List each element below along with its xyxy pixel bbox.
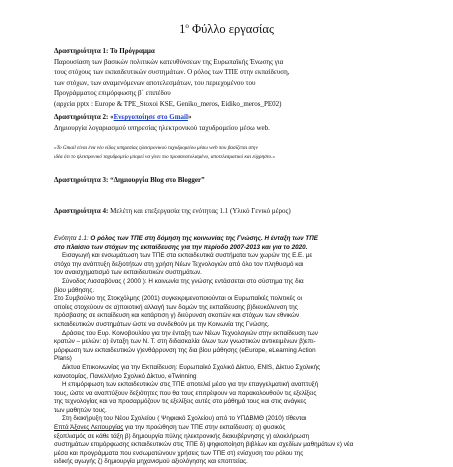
section-paragraph-line: οποίες στοχεύουν σε α)ποιοτική αλλαγή των δομών της εκπαίδευσης β)διευκόλυνση της — [54, 303, 298, 311]
section-paragraph-line: μόρφωση των εκπαιδευτικών γ)ενθάρρυνση της δια βίου μάθησης (eEurope, eLearning Action — [54, 346, 316, 354]
activity-1 — [54, 46, 414, 109]
section-paragraph-line: των μαθητών τους. — [54, 406, 107, 414]
title-number: 1 — [179, 22, 186, 37]
section-paragraph-line: βίου μάθησης. — [54, 286, 95, 294]
gmail-link[interactable]: Ενεργοποίησε στο Gmail — [113, 113, 188, 121]
section-paragraph-line: Εισαγωγή και ενσωμάτωση των ΤΠΕ στα εκπαιδευτικά συστήματα των χωρών της Ε.Ε. με — [62, 252, 313, 260]
activity-4-heading-bold: Δραστηριότητα 4: — [54, 207, 109, 215]
section-paragraph-line: συστημάτων επιμόρφωσης εκπαιδευτικών στις ΤΠΕ δ) ψηφιοποίηση βιβλίων και σχεδίων μαθημάτων ε) νέα — [54, 441, 354, 449]
activity-2 — [54, 112, 414, 133]
page-title — [0, 22, 453, 37]
section-1-1 — [54, 235, 416, 467]
section-paragraph-line: κρατών – μελών: α) ένταξη των Ν. Τ. στη διδασκαλία όλων των γνωστικών αντικειμένων β)επι- — [54, 338, 316, 346]
section-paragraph-line: Plans) — [54, 355, 72, 363]
section-paragraph-line: μέσα και προγράμματα που ενσωματώνουν χρήσεις των ΤΠΕ στ) ενίσχυση του ρόλου της — [54, 449, 304, 457]
activity-4-heading — [54, 206, 414, 217]
activity-1-line: τους στόχους των εκπαιδευτικών συστημάτων. Ο ρόλος των ΤΠΕ στην εκπαίδευση, — [54, 68, 290, 76]
section-paragraph-line: καινοτομίας, Πανελλήνιο Σχολικό Δίκτυο, eTwinning — [54, 372, 197, 380]
activity-2-heading-suffix: » — [187, 113, 192, 121]
section-paragraph-line: Σύνοδος Λισσαβόνας ( 2000 ): Η κοινωνία της γνώσης εντάσσεται στο σύστημα της δια — [62, 277, 304, 285]
section-paragraph-line: Στο Συμβούλιο της Στοκχόλμης (2001) συγκεκριμενοποιούνται οι Ευρωπαϊκές πολιτικές οι — [54, 295, 302, 303]
activity-2-line: Δημιουργία λογαριασμού υπηρεσίας ηλεκτρονικού ταχυδρομείου μέσω web. — [54, 123, 270, 132]
section-title-line-2: στο πλαίσιο των στόχων της εκπαίδευσης για την περίοδο 2007-2013 και για το 2020. — [54, 243, 308, 251]
section-title — [54, 235, 416, 244]
activity-1-line: (αρχεία pptx : Europe & TPE_Stoxoi KSE, Geniko_meros, Eidiko_meros_PE02) — [54, 99, 282, 108]
section-paragraph-line: ειδικής αγωγής ζ) δημιουργία μηχανισμού αξιολόγησης και εποπτείας. — [54, 458, 248, 466]
seven-axes-link[interactable]: Επτά Άξονες Λειτουργίας — [54, 424, 124, 432]
section-paragraph-line: πρόσβασης σε εκπαίδευση και κατάρτιση γ) διεύρυνση σκοπών και στόχων των εθνικών — [54, 312, 300, 320]
section-paragraph-span: για την προώθηση των ΤΠΕ στην εκπαίδευση: α) φυσικός — [123, 424, 286, 432]
title-text: Φύλλο εργασίας — [191, 22, 274, 37]
section-paragraph-line: Δίκτυα Επικοινωνίας για την Εκπαίδευση: Ευρωπαϊκό Σχολικό Δίκτυο, ENIS, Δίκτυο Σχολικής — [62, 363, 321, 371]
section-paragraph-line: Δράσεις του Ευρ. Κοινοβουλίου για την ένταξη των Νέων Τεχνολογιών στην εκπαίδευση των — [62, 329, 318, 337]
title-superscript: ο — [185, 22, 189, 30]
activity-1-heading: Δραστηριότητα 1: Το Πρόγραμμα — [54, 47, 155, 55]
gmail-quote — [54, 144, 434, 162]
activity-1-line: των στόχων, των αναμενόμενων αποτελεσμάτων, του περιεχομένου του — [54, 78, 256, 87]
section-title-text: Ο ρόλος των ΤΠΕ στη δόμηση της κοινωνίας της Γνώσης. Η ένταξη των ΤΠΕ — [88, 235, 318, 242]
activity-2-heading-prefix: Δραστηριότητα 2: « — [54, 113, 114, 121]
gmail-quote-line: «Το Gmail είναι ένα νέο είδος υπηρεσίας ηλεκτρονικού ταχυδρομείου μέσω web που βασίζεται στην — [54, 145, 258, 151]
section-paragraph-line: εκπαιδευτικών συστημάτων ώστε να συνδεθούν με την Κοινωνία της Γνώσης. — [54, 320, 270, 328]
activity-3-heading: Δραστηριότητα 3: “Δημιουργία Blog στο Blogger” — [54, 176, 205, 184]
activity-1-line: Παρουσίαση των βασικών πολιτικών κατευθύνσεων της Ευρωπαϊκής Ένωσης για — [54, 57, 284, 66]
activity-4-heading-rest: Μελέτη και επεξεργασία της ενότητας 1.1 (Υλικό Γενικό μέρος) — [108, 207, 291, 215]
activity-2-heading — [54, 112, 414, 123]
section-paragraph-line: Στη διακήρυξη του Νέου Σχολείου ( Ψηφιακό Σχολείου) από το ΥΠΔΒΜΘ (2010) τίθενται — [62, 415, 307, 423]
section-paragraph-line: Η επιμόρφωση των εκπαιδευτικών στις ΤΠΕ αποτελεί μέσο για την επαγγελματική αναπτυξή — [62, 381, 319, 389]
section-paragraph-line: της τεχνολογίας και να προσαρμόζουν τις εξελίξεις αυτές στο μάθημά τους και στις ανάγκες — [54, 398, 307, 406]
gmail-quote-line: ιδέα ότι το ηλεκτρονικό ταχυδρομείο μπορεί να γίνει πιο προσανατολισμένο, αποτελεσματικό και εύχρηστο.» — [54, 154, 275, 160]
section-number: Ενότητα 1.1: — [54, 235, 89, 242]
section-paragraph-line — [54, 424, 416, 433]
section-paragraph-line: εξοπλισμός σε κάθε τάξη β) δημιουργία πύλης ηλεκτρονικής διακυβέρνησης γ) αλοκλήρωση — [54, 432, 310, 440]
section-paragraph-line: τον αναισχηματισμό των εκπαιδευτικών συστημάτων. — [54, 269, 202, 277]
activity-1-line: Προγράμματος επιμόρφωσης β΄ επιπέδου — [54, 89, 171, 97]
section-paragraph-line: τους, ώστε να αναπτύξουν δεξιότητες που θα τους επιτρέψουν να παρακολουθούν τις εξελίξεις — [54, 389, 317, 397]
section-paragraph-line: στόχο την ανάπτυξη δεξιοτήτων στη χρήση Νέων Τεχνολογιών από όλο τον πληθυσμό και — [54, 260, 304, 268]
